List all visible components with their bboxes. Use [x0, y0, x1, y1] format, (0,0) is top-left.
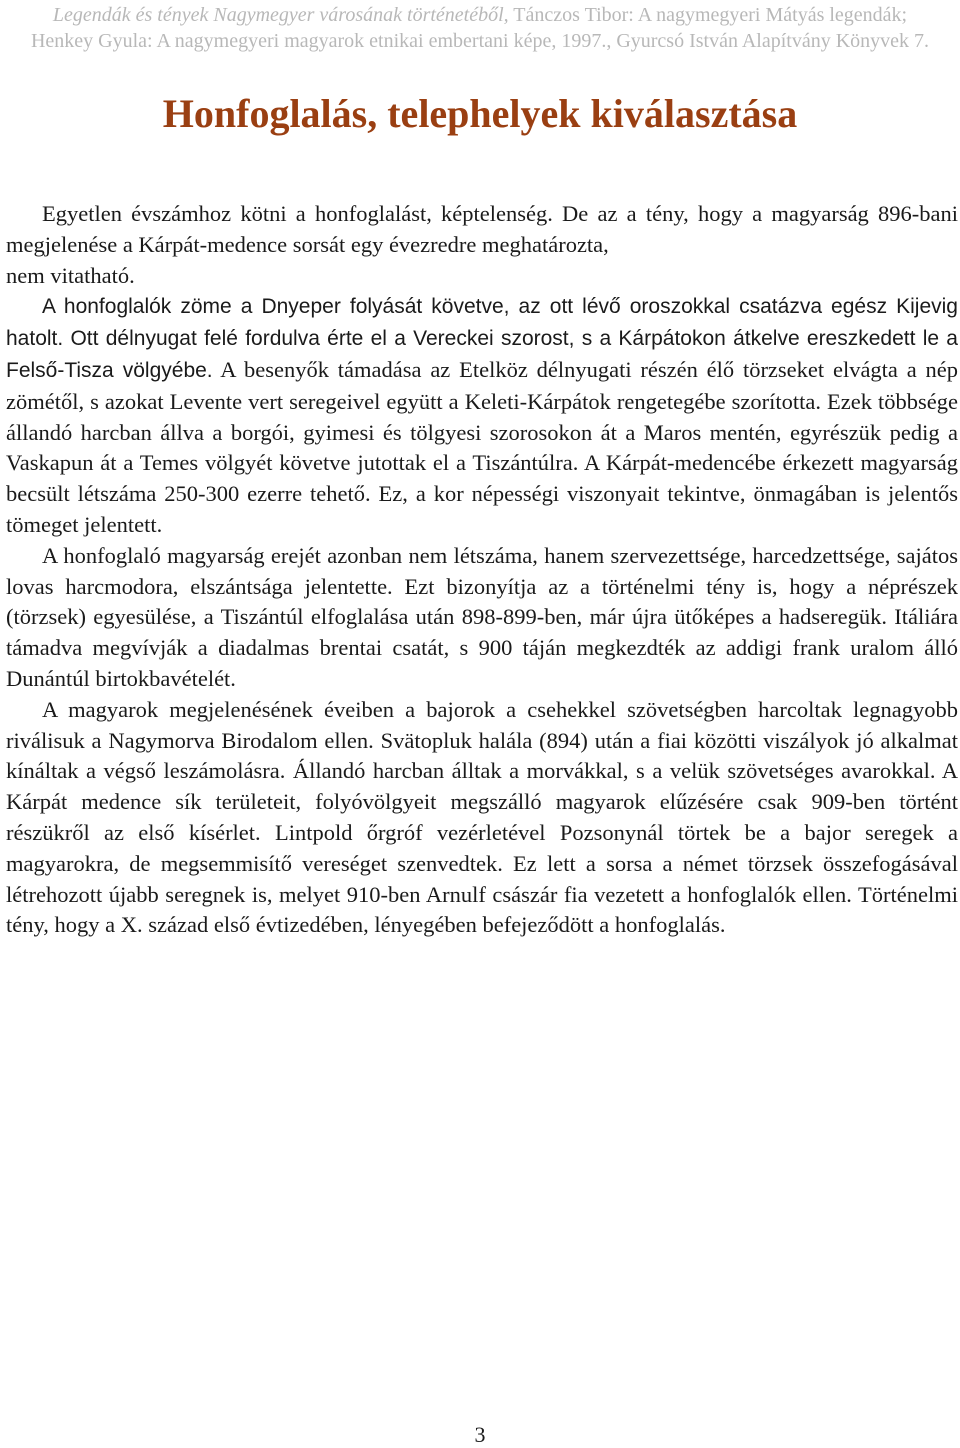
- paragraph-2: [6, 291, 958, 540]
- running-header-line-1: [0, 2, 960, 28]
- paragraph-2-part-b: Ott délnyugat felé fordulva érte el a Vereckei szorost, s a: [63, 327, 619, 351]
- document-body: [6, 199, 958, 941]
- paragraph-2-part-d: A besenyők támadása az: [212, 356, 460, 382]
- paragraph-1: Egyetlen évszámhoz kötni a honfoglalást, képtelenség. De az a tény, hogy a magyarság 896-bani megjelenése a Kárpát-medence sorsát egy évezredre meghatározta,: [6, 201, 958, 257]
- running-header-rest: Tánczos Tibor: A nagymegyeri Mátyás legendák;: [508, 4, 908, 26]
- running-header-line-2: Henkey Gyula: A nagymegyeri magyarok etnikai embertani képe, 1997., Gyurcsó István Alapítvány Könyvek 7.: [30, 30, 930, 52]
- running-header-italic: Legendák és tények Nagymegyer városának történetéből,: [52, 4, 509, 26]
- paragraph-2-part-e: Etelköz délnyugati részén élő törzseket elvágta a nép zömétől, s azokat Levente vert seregeivel együtt a Keleti-Kárpátok rengetegébe szorította.: [6, 356, 958, 414]
- page-number: 3: [474, 1422, 486, 1447]
- paragraph-1-end: nem vitatható.: [6, 262, 135, 288]
- paragraph-3: A honfoglaló magyarság erejét azonban nem létszáma, hanem szervezettsége, harcedzettsége, sajátos lovas harcmodora, elszántsága jelentette. Ezt bizonyítja az a történelmi tény is, hogy a néprészek (törzsek) egyesülése, a Tiszántúl elfoglalása után 898-899-ben, már újra ütőképes a hadseregük. Itáliára támadva megvívják a diadalmas brentai csatát, s 900 táján megkezdték az addigi frank uralom álló Dunántúl birtokbavételét.: [6, 542, 958, 691]
- paragraph-4: A magyarok megjelenésének éveiben a bajorok a csehekkel szövetségben harcoltak legnagyobb riválisuk a Nagymorva Birodalom ellen. Svätopluk halála (894) után a fiai közötti viszályok jó alkalmat kínáltak a végső leszámolásra. Állandó harcban álltak a morvákkal, s a velük szövetséges avarokkal. A Kárpát medence sík területeit, folyóvölgyeit megszálló magyarok elűzésére csak 909-ben történt részükről az első kísérlet. Lintpold őrgróf vezérletével Pozsonynál törtek be a bajor seregek a magyarokra, de megsemmisítő vereséget szenvedtek. Ez lett a sorsa a német törzsek összefogásával létrehozott újabb seregnek is, melyet 910-ben Arnulf császár fia vezetett a honfoglalók ellen. Történelmi tény, hogy a X. század első évtizedében, lényegében befejeződött a honfoglalás.: [6, 696, 958, 938]
- paragraph-2-part-a: A honfoglalók zöme a Dnyeper folyását követve, az ott lévő oroszokkal csatázva egész Kijevig hatolt.: [6, 295, 958, 351]
- running-header: [0, 2, 960, 54]
- page-title: Honfoglalás, telephelyek kiválasztása: [162, 91, 798, 136]
- paragraph-2-part-f: Ezek többsége állandó harcban állva a borgói, gyimesi és tölgyesi szorosokon át a Maros mentén, egyrészük pedig a Vaskapun át a Temes völgyét követve jutottak el a Tiszántúlra. A Kárpát-medencébe érkezett magyarság becsült létszáma 250-300 ezerre tehető. Ez, a kor népességi viszonyait tekintve, önmagában is jelentős tömeget jelentett.: [6, 388, 958, 537]
- paragraph-2-part-c: Kárpátokon átkelve ereszkedett le a Felső-Tisza völgyébe.: [6, 327, 958, 382]
